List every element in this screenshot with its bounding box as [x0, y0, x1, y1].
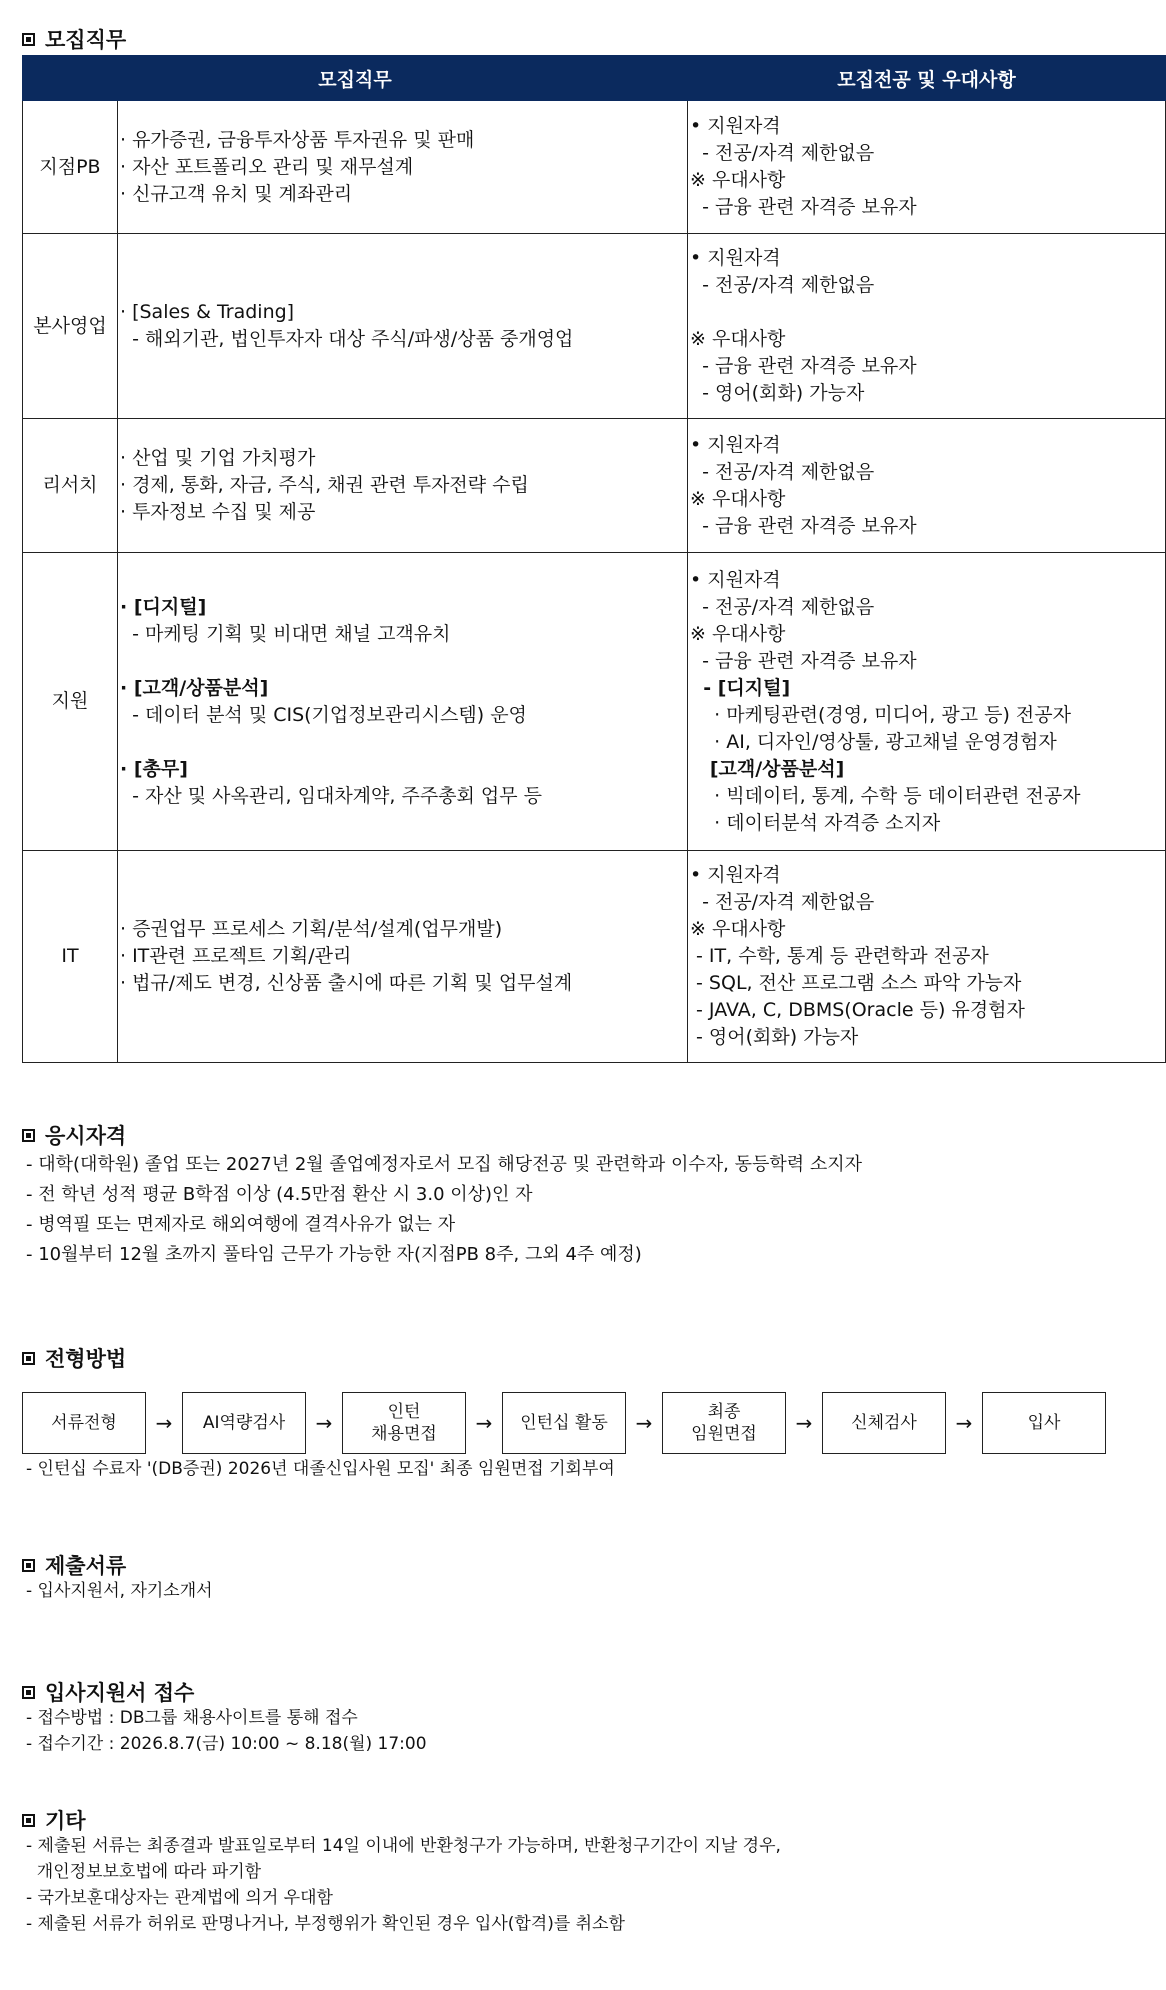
arrow-right-icon: →	[955, 1411, 973, 1435]
arrow-right-icon: →	[475, 1411, 493, 1435]
requirement-line: [고객/상품분석]	[690, 757, 845, 780]
list-item: - 제출된 서류는 최종결과 발표일로부터 14일 이내에 반환청구가 가능하며, 반환청구기간이 지날 경우,	[26, 1836, 781, 1856]
square-bullet-icon	[22, 1814, 35, 1827]
step-document: 서류전형	[22, 1392, 146, 1454]
step-intern-interview: 인턴 채용면접	[342, 1392, 466, 1454]
requirement-line: • 지원자격	[690, 247, 781, 269]
job-duties	[118, 851, 688, 1063]
list-item: - 대학(대학원) 졸업 또는 2027년 2월 졸업예정자로서 모집 해당전공 및 관련학과 이수자, 동등학력 소지자	[26, 1154, 863, 1175]
duty-line: - 해외기관, 법인투자자 대상 주식/파생/상품 중개영업	[120, 328, 574, 350]
list-item: - 제출된 서류가 허위로 판명나거나, 부정행위가 확인된 경우 입사(합격)를 취소함	[26, 1914, 625, 1934]
requirement-line: - 금융 관련 자격증 보유자	[690, 355, 917, 377]
duty-line	[120, 648, 687, 675]
arrow-right-icon: →	[315, 1411, 333, 1435]
requirement-line: • 지원자격	[690, 115, 781, 137]
requirement-line: · AI, 디자인/영상툴, 광고채널 운영경험자	[690, 730, 1057, 753]
step-ai-test: AI역량검사	[182, 1392, 306, 1454]
job-requirements	[688, 101, 1166, 234]
duty-line: · IT관련 프로젝트 기획/관리	[120, 945, 352, 967]
duty-line: - 자산 및 사옥관리, 임대차계약, 주주총회 업무 등	[120, 784, 543, 807]
table-row	[23, 234, 1166, 419]
square-bullet-icon	[22, 33, 35, 46]
job-role: 지원	[23, 553, 118, 851]
requirement-line: - 금융 관련 자격증 보유자	[690, 514, 917, 537]
list-item: - 입사지원서, 자기소개서	[26, 1581, 213, 1601]
duty-line: · 유가증권, 금융투자상품 투자권유 및 판매	[120, 128, 475, 151]
duty-line: · [Sales & Trading]	[120, 301, 295, 323]
section-title-apply: 입사지원서 접수	[22, 1677, 194, 1707]
duty-line	[120, 729, 687, 756]
arrow-right-icon: →	[795, 1411, 813, 1435]
documents-list	[26, 1578, 213, 1604]
etc-list	[26, 1833, 781, 1937]
requirement-line: - SQL, 전산 프로그램 소스 파악 가능자	[690, 972, 1022, 994]
square-bullet-icon	[22, 1129, 35, 1142]
step-final-interview: 최종 임원면접	[662, 1392, 786, 1454]
job-role: IT	[23, 851, 118, 1063]
table-row	[23, 851, 1166, 1063]
arrow-right-icon: →	[635, 1411, 653, 1435]
step-join: 입사	[982, 1392, 1106, 1454]
job-requirements	[688, 851, 1166, 1063]
requirement-line: • 지원자격	[690, 568, 781, 591]
square-bullet-icon	[22, 1686, 35, 1699]
requirement-line	[690, 299, 1165, 326]
table-row	[23, 419, 1166, 553]
requirement-line: - 금융 관련 자격증 보유자	[690, 196, 917, 218]
list-item: - 10월부터 12월 초까지 풀타임 근무가 가능한 자(지점PB 8주, 그외 4주 예정)	[26, 1244, 642, 1265]
requirement-line: - 전공/자격 제한없음	[690, 274, 875, 296]
list-item: - 전 학년 성적 평균 B학점 이상 (4.5만점 환산 시 3.0 이상)인 자	[26, 1184, 533, 1205]
duty-line: · [디지털]	[120, 595, 207, 618]
job-requirements	[688, 419, 1166, 553]
requirement-line: - 전공/자격 제한없음	[690, 142, 875, 164]
header-jobs: 모집직무	[23, 56, 688, 101]
duty-line: · 경제, 통화, 자금, 주식, 채권 관련 투자전략 수립	[120, 474, 529, 496]
job-duties	[118, 553, 688, 851]
list-item: - 접수방법 : DB그룹 채용사이트를 통해 접수	[26, 1708, 358, 1728]
square-bullet-icon	[22, 1352, 35, 1365]
requirement-line: ※ 우대사항	[690, 918, 786, 940]
table-header-row	[23, 56, 1166, 101]
duty-line: - 데이터 분석 및 CIS(기업정보관리시스템) 운영	[120, 703, 527, 726]
table-row	[23, 553, 1166, 851]
job-role: 지점PB	[23, 101, 118, 234]
requirement-line: - 영어(회화) 가능자	[690, 1026, 859, 1048]
section-title-jobs: 모집직무	[22, 24, 126, 54]
requirement-line: - 금융 관련 자격증 보유자	[690, 649, 917, 672]
section-title-documents: 제출서류	[22, 1550, 126, 1580]
step-medical-check: 신체검사	[822, 1392, 946, 1454]
section-title-etc: 기타	[22, 1805, 86, 1835]
duty-line: · [고객/상품분석]	[120, 676, 269, 699]
process-note: - 인턴십 수료자 '(DB증권) 2026년 대졸신입사원 모집' 최종 임원면접 기회부여	[26, 1459, 615, 1479]
requirement-line: · 마케팅관련(경영, 미디어, 광고 등) 전공자	[690, 703, 1071, 726]
duty-line: · 법규/제도 변경, 신상품 출시에 따른 기획 및 업무설계	[120, 972, 573, 994]
header-majors: 모집전공 및 우대사항	[688, 56, 1166, 101]
requirement-line: - [디지털]	[690, 676, 791, 699]
apply-list	[26, 1705, 427, 1757]
requirement-line: - 전공/자격 제한없음	[690, 460, 875, 483]
requirement-line: ※ 우대사항	[690, 328, 786, 350]
section-title-qualifications: 응시자격	[22, 1120, 126, 1150]
step-internship: 인턴십 활동	[502, 1392, 626, 1454]
table-row	[23, 101, 1166, 234]
job-role: 리서치	[23, 419, 118, 553]
requirement-line: ※ 우대사항	[690, 487, 786, 510]
duty-line: · 투자정보 수집 및 제공	[120, 501, 316, 523]
job-role: 본사영업	[23, 234, 118, 419]
duty-line: · 자산 포트폴리오 관리 및 재무설계	[120, 155, 414, 178]
square-bullet-icon	[22, 1559, 35, 1572]
requirement-line: - IT, 수학, 통계 등 관련학과 전공자	[690, 945, 989, 967]
duty-line: · 산업 및 기업 가치평가	[120, 447, 316, 469]
requirement-line: • 지원자격	[690, 433, 781, 456]
list-item: - 접수기간 : 2026.8.7(금) 10:00 ~ 8.18(월) 17:00	[26, 1734, 427, 1754]
list-item: - 병역필 또는 면제자로 해외여행에 결격사유가 없는 자	[26, 1214, 456, 1235]
duty-line: · [총무]	[120, 757, 188, 780]
requirement-line: • 지원자격	[690, 864, 781, 886]
requirement-line: - 전공/자격 제한없음	[690, 891, 875, 913]
requirement-line: ※ 우대사항	[690, 622, 786, 645]
list-item: 개인정보보호법에 따라 파기함	[26, 1862, 262, 1882]
section-title-process: 전형방법	[22, 1343, 126, 1373]
job-requirements	[688, 234, 1166, 419]
arrow-right-icon: →	[155, 1411, 173, 1435]
requirement-line: - 영어(회화) 가능자	[690, 382, 865, 404]
duty-line: · 증권업무 프로세스 기획/분석/설계(업무개발)	[120, 918, 503, 940]
requirement-line: · 빅데이터, 통계, 수학 등 데이터관련 전공자	[690, 784, 1081, 807]
job-duties	[118, 101, 688, 234]
job-duties	[118, 419, 688, 553]
list-item: - 국가보훈대상자는 관계법에 의거 우대함	[26, 1888, 333, 1908]
job-duties	[118, 234, 688, 419]
duty-line: · 신규고객 유치 및 계좌관리	[120, 182, 353, 205]
requirement-line: ※ 우대사항	[690, 169, 786, 191]
duty-line: - 마케팅 기획 및 비대면 채널 고객유치	[120, 622, 451, 645]
jobs-table	[22, 55, 1166, 1063]
process-steps	[22, 1392, 1106, 1454]
qualifications-list	[26, 1150, 862, 1270]
requirement-line: · 데이터분석 자격증 소지자	[690, 811, 941, 834]
job-requirements	[688, 553, 1166, 851]
requirement-line: - 전공/자격 제한없음	[690, 595, 875, 618]
requirement-line: - JAVA, C, DBMS(Oracle 등) 유경험자	[690, 999, 1025, 1021]
